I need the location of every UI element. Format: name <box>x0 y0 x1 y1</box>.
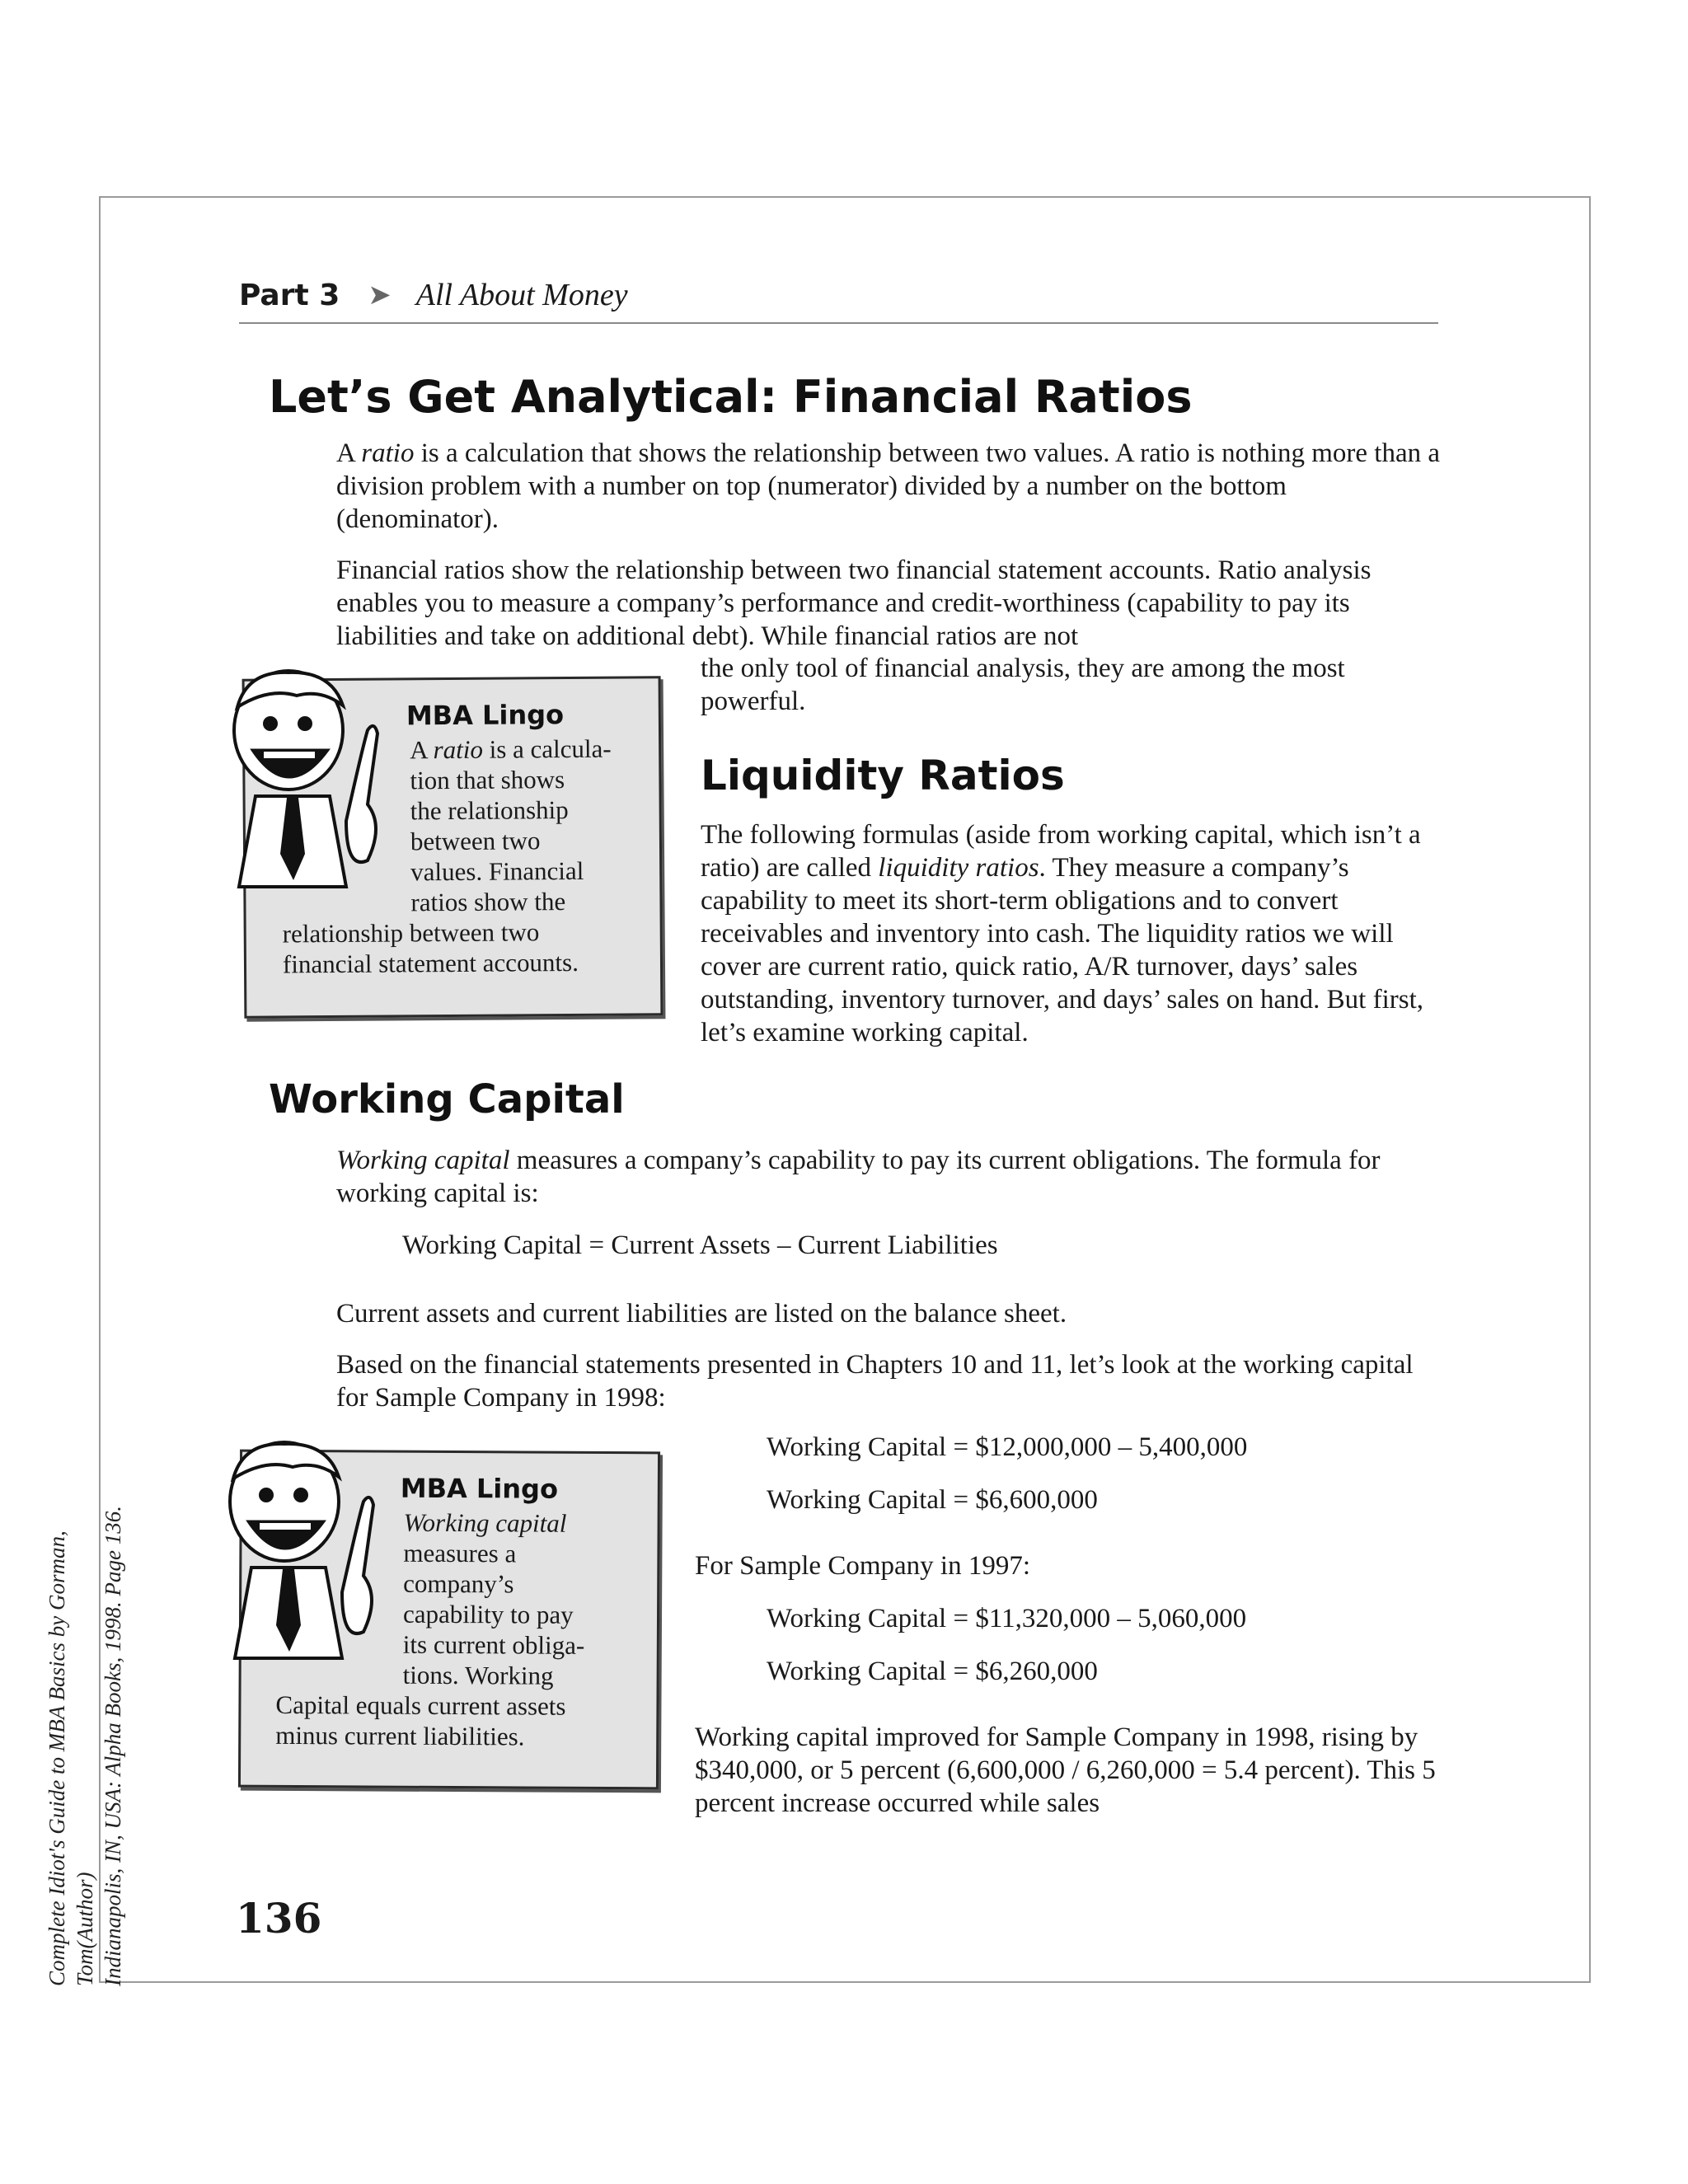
term-working-capital: Working capital <box>403 1507 567 1538</box>
sidebar-text-top: A ratio is a calcula- tion that shows the relationship between two values. Financial ratios show the <box>410 733 612 917</box>
calc-1997-line-2: Working Capital = $6,260,000 <box>767 1657 1098 1686</box>
mascot-professor-illustration <box>223 664 396 895</box>
sidebar-title: MBA Lingo <box>406 699 565 732</box>
running-header <box>239 268 1438 324</box>
chapter-title: All About Money <box>415 278 628 312</box>
calc-1997-line-1: Working Capital = $11,320,000 – 5,060,000 <box>767 1604 1247 1633</box>
sidebar-text-top: Working capital measures a company’s capability to pay its current obliga- tions. Working <box>402 1507 585 1690</box>
citation-line-1: Complete Idiot's Guide to MBA Basics by Gorman, Tom(Author) <box>45 1530 97 1986</box>
page-number: 136 <box>236 1894 322 1943</box>
paragraph-balance-sheet: Current assets and current liabilities are listed on the balance sheet. <box>336 1299 1067 1329</box>
citation-line-2: Indianapolis, IN, USA: Alpha Books, 1998. Page 136. <box>101 1506 125 1986</box>
paragraph-conclusion: Working capital improved for Sample Company in 1998, rising by $340,000, or 5 percent (6,600,000 / 6,260,000 = 5.4 percent). This 5 percent increase occurred while sales <box>695 1722 1436 1818</box>
paragraph-financial-ratios: Financial ratios show the relationship between two financial statement accounts. Ratio analysis enables you to measure a company’s performance and credit-worthiness (capability to pay its liabilities and take on additional debt). While financial ratios are not <box>336 555 1372 651</box>
part-label: Part 3 <box>239 278 340 312</box>
paragraph-sample-company: Based on the financial statements presented in Chapters 10 and 11, let’s look at the working capital for Sample Company in 1998: <box>336 1350 1414 1413</box>
term-ratio: ratio <box>361 438 415 468</box>
sidebar-text-bottom: relationship between two financial statement accounts. <box>282 917 579 979</box>
paragraph-financial-ratios-cont: the only tool of financial analysis, they are among the most powerful. <box>701 654 1345 716</box>
calc-1998-line-1: Working Capital = $12,000,000 – 5,400,000 <box>767 1432 1248 1462</box>
paragraph-working-capital-definition: Working capital measures a company’s capability to pay its current obligations. The formula for working capital is: <box>336 1146 1381 1208</box>
mascot-professor-illustration <box>218 1436 392 1666</box>
paragraph-1997-intro: For Sample Company in 1997: <box>695 1551 1030 1581</box>
heading-working-capital: Working Capital <box>269 1076 625 1122</box>
formula-working-capital: Working Capital = Current Assets – Current Liabilities <box>402 1230 998 1260</box>
sidebar-text-bottom: Capital equals current assets minus current liabilities. <box>275 1690 566 1751</box>
term-liquidity-ratios: liquidity ratios <box>878 853 1039 883</box>
calc-1998-line-2: Working Capital = $6,600,000 <box>767 1485 1098 1515</box>
side-citation <box>43 1475 127 1986</box>
paragraph-liquidity-ratios: The following formulas (aside from working capital, which isn’t a ratio) are called liquidity ratios. They measure a company’s capability to meet its short-term obligations and to convert receivables and inventory into cash. The liquidity ratios we will cover are current ratio, quick ratio, A/R turnover, days’ sales outstanding, inventory turnover, and days’ sales on hand. But first, let’s examine working capital. <box>701 820 1423 1047</box>
heading-financial-ratios: Let’s Get Analytical: Financial Ratios <box>269 371 1193 423</box>
sidebar-title: MBA Lingo <box>400 1472 559 1505</box>
paragraph-ratio-definition: A ratio is a calculation that shows the relationship between two values. A ratio is nothing more than a division problem with a number on top (numerator) divided by a number on the bottom (denominator). <box>336 438 1441 534</box>
heading-liquidity-ratios: Liquidity Ratios <box>701 752 1065 799</box>
term-ratio: ratio <box>433 734 484 765</box>
arrow-icon: ➤ <box>368 279 392 312</box>
term-working-capital: Working capital <box>336 1146 510 1175</box>
